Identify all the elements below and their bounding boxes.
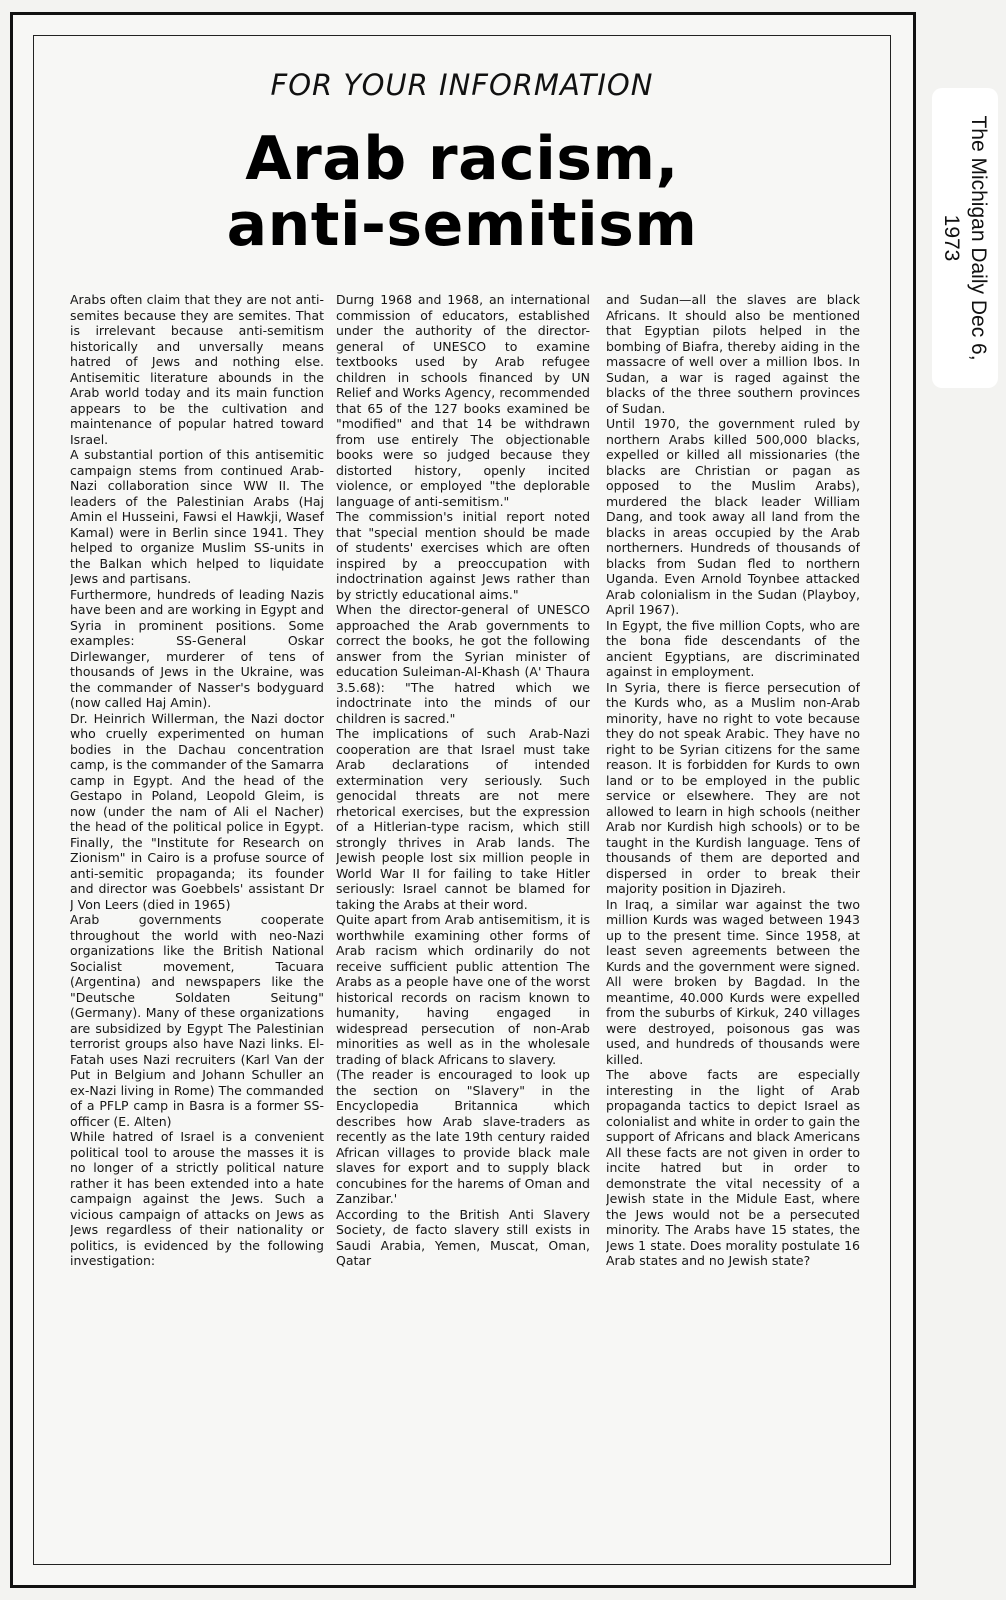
article-column-3 xyxy=(606,292,860,1556)
paragraph: The implications of such Arab-Nazi cooperation are that Israel must take Arab declarations of intended extermination very seriously. Such genocidal threats are not mere rhetorical exercises, but the expression of a Hitlerian-type racism, which still strongly thrives in Arab lands. The Jewish people lost six million people in World War II for failing to take Hitler seriously: Israel cannot be blamed for taking the Arabs at their word. xyxy=(336,726,590,912)
paragraph: In Iraq, a similar war against the two million Kurds was waged between 1943 up to the present time. Since 1958, at least seven agreements between the Kurds and the government were signed. All were broken by Bagdad. In the meantime, 40.000 Kurds were expelled from the suburbs of Kirkuk, 240 villages were destroyed, poisonous gas was used, and hundreds of thousands were killed. xyxy=(606,896,860,1067)
article-frame xyxy=(33,35,891,1565)
paragraph: When the director-general of UNESCO approached the Arab governments to correct the books, he got the following answer from the Syrian minister of education Suleiman-Al-Khash (A' Thaura 3.5.68): "The hatred which we indoctrinate into the minds of our children is sacred." xyxy=(336,602,590,726)
paragraph: Durng 1968 and 1968, an international commission of educators, established under the authority of the director-general of UNESCO to examine textbooks used by Arab refugee children in schools financed by UN Relief and Works Agency, recommended that 65 of the 127 books examined be "modified" and that 14 be withdrawn from use entirely The objectionable books were so judged because they distorted history, openly incited violence, or employed "the deplorable language of anti-semitism." xyxy=(336,292,590,509)
paragraph: The commission's initial report noted that "special mention should be made of students' exercises which are often inspired by a preoccupation with indoctrination against Jews rather than by strictly educational aims." xyxy=(336,509,590,602)
paragraph: Until 1970, the government ruled by northern Arabs killed 500,000 blacks, expelled or killed all missionaries (the blacks are Christian or pagan as opposed to the Muslim Arabs), murdered the black leader William Dang, and took away all land from the blacks in areas occupied by the Arab northerners. Hundreds of thousands of blacks from Sudan fled to northern Uganda. Even Arnold Toynbee attacked Arab colonialism in the Sudan (Playboy, April 1967). xyxy=(606,416,860,617)
paragraph: A substantial portion of this antisemitic campaign stems from continued Arab-Nazi collaboration since WW II. The leaders of the Palestinian Arabs (Haj Amin el Husseini, Fawsi el Hawkji, Wasef Kamal) were in Berlin since 1941. They helped to organize Muslim SS-units in the Balkan which helped to liquidate Jews and partisans. xyxy=(70,447,324,586)
paragraph: In Egypt, the five million Copts, who are the bona fide descendants of the ancient Egyptians, are discriminated against in employment. xyxy=(606,617,860,679)
source-caption-line-1: The Michigan Daily Dec 6, xyxy=(967,115,990,361)
source-caption-line-2: 1973 xyxy=(940,214,963,262)
paragraph: (The reader is encouraged to look up the section on "Slavery" in the Encyclopedia Britannica which describes how Arab slave-traders as recently as the late 19th century raided African villages to provide black male slaves for export and to supply black concubines for the harems of Oman and Zanzibar.' xyxy=(336,1067,590,1206)
paragraph: Dr. Heinrich Willerman, the Nazi doctor who cruelly experimented on human bodies in the Dachau concentration camp, is the commander of the Samarra camp in Egypt. And the head of the Gestapo in Poland, Leopold Gleim, is now (under the nam of Ali el Nacher) the head of the political police in Egypt. Finally, the "Institute for Research on Zionism" in Cairo is a profuse source of anti-semitic propaganda; its founder and director was Goebbels' assistant Dr J Von Leers (died in 1965) xyxy=(70,710,324,912)
newspaper-clipping xyxy=(10,12,916,1588)
paragraph: The above facts are especially interesting in the light of Arab propaganda tactics to depict Israel as colonialist and white in order to gain the support of Africans and black Americans All these facts are not given in order to incite hatred but in order to demonstrate the vital necessity of a Jewish state in the Midule East, where the Jews would not be a persecuted minority. The Arabs have 15 states, the Jews 1 state. Does morality postulate 16 Arab states and no Jewish state? xyxy=(606,1067,860,1268)
paragraph: Arabs often claim that they are not anti-semites because they are semites. That is irrelevant because anti-semitism historically and unversally means hatred of Jews and nothing else. Antisemitic literature abounds in the Arab world today and its main function appears to be the cultivation and maintenance of popular hatred toward Israel. xyxy=(70,292,324,447)
source-caption xyxy=(932,88,998,388)
headline xyxy=(34,126,890,258)
headline-line-2: anti-semitism xyxy=(226,190,698,260)
paragraph: In Syria, there is fierce persecution of the Kurds who, as a Muslim non-Arab minority, have no right to vote because they do not speak Arabic. They have no right to be Syrian citizens for the same reason. It is forbidden for Kurds to own land or to be employed in the public service or elsewhere. They are not allowed to learn in high schools (neither Arab nor Kurdish high schools) or to be taught in the Kurdish language. Tens of thousands of them are deported and dispersed in order to break their majority position in Djazireh. xyxy=(606,679,860,896)
headline-line-1: Arab racism, xyxy=(245,124,679,194)
paragraph: Quite apart from Arab antisemitism, it is worthwhile examining other forms of Arab racism which ordinarily do not receive sufficient public attention The Arabs as a people have one of the worst historical records on racism known to humanity, having engaged in widespread persecution of non-Arab minorities as well as in the wholesale trading of black Africans to slavery. xyxy=(336,912,590,1067)
paragraph: Arab governments cooperate throughout the world with neo-Nazi organizations like the British National Socialist movement, Tacuara (Argentina) and newspapers like the "Deutsche Soldaten Seitung" (Germany). Many of these organizations are subsidized by Egypt The Palestinian terrorist groups also have Nazi links. El-Fatah uses Nazi recruiters (Karl Van der Put in Belgium and Johann Schuller an ex-Nazi living in Rome) The commanded of a PFLP camp in Basra is a former SS-officer (E. Alten) xyxy=(70,912,324,1129)
article-column-1 xyxy=(70,292,324,1556)
paragraph: and Sudan—all the slaves are black Africans. It should also be mentioned that Egyptian pilots helped in the bombing of Biafra, thereby aiding in the massacre of well over a million Ibos. In Sudan, a war is raged against the blacks of the three southern provinces of Sudan. xyxy=(606,292,860,416)
paragraph: While hatred of Israel is a convenient political tool to arouse the masses it is no longer of a strictly political nature rather it has been extended into a hate campaign against the Jews. Such a vicious campaign of attacks on Jews as Jews regardless of their nationality or politics, is evidenced by the following investigation: xyxy=(70,1129,324,1268)
article-column-2 xyxy=(336,292,590,1556)
source-caption-tab xyxy=(932,88,998,388)
paragraph: Furthermore, hundreds of leading Nazis have been and are working in Egypt and Syria in prominent positions. Some examples: SS-General Oskar Dirlewanger, murderer of tens of thousands of Jews in the Ukraine, was the commander of Nasser's bodyguard (now called Haj Amin). xyxy=(70,586,324,710)
section-kicker: FOR YOUR INFORMATION xyxy=(270,68,654,102)
paragraph: According to the British Anti Slavery Society, de facto slavery still exists in Saudi Arabia, Yemen, Muscat, Oman, Qatar xyxy=(336,1206,590,1268)
